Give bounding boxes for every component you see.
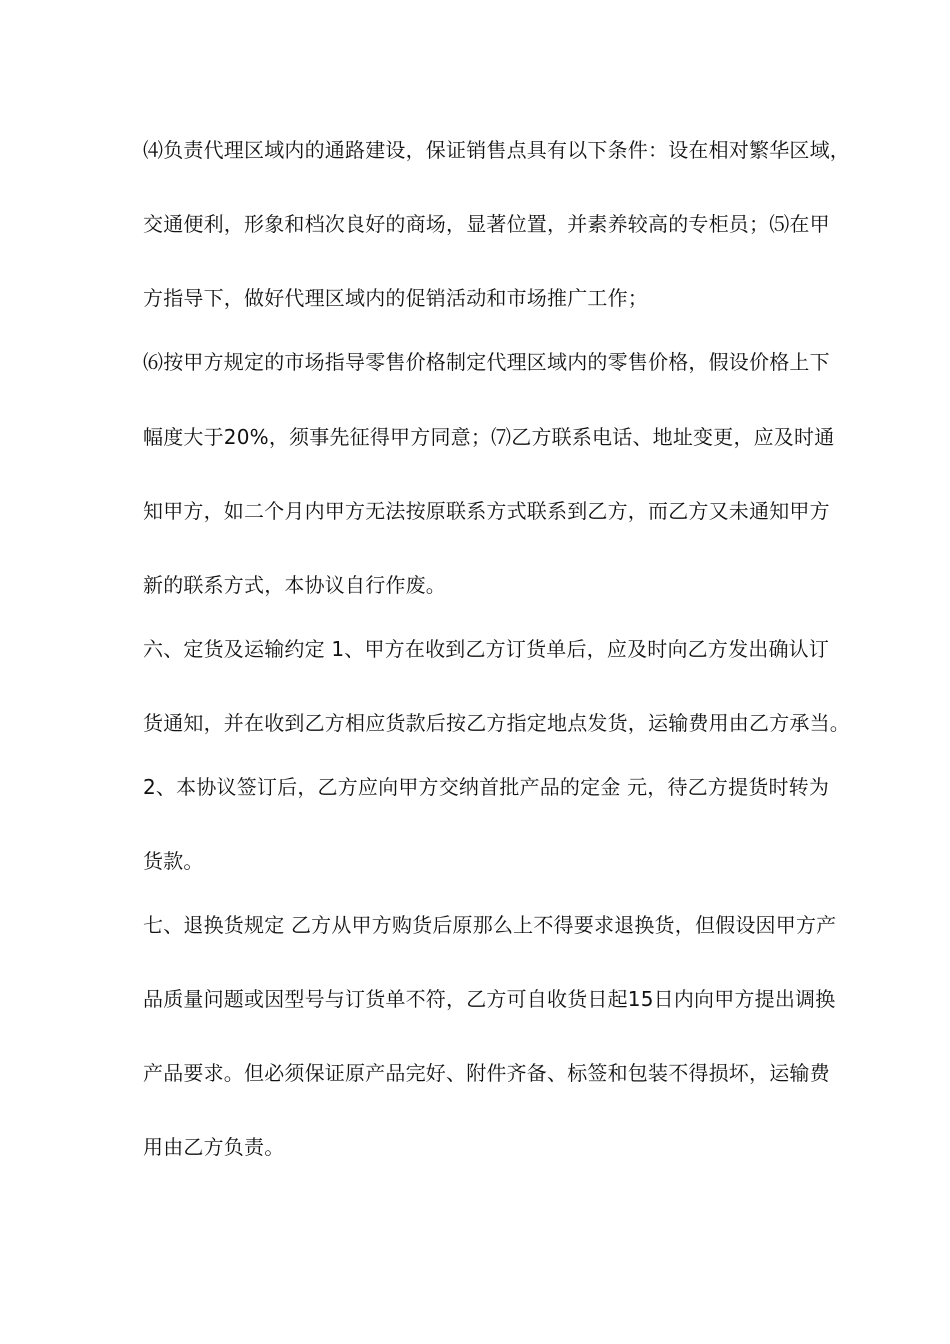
text-line-4: ⑹按甲方规定的市场指导零售价格制定代理区域内的零售价格，假设价格上下	[143, 350, 830, 374]
text-line-7: 新的联系方式，本协议自行作废。	[143, 573, 446, 597]
text-line-13: 品质量问题或因型号与订货单不符，乙方可自收货日起15日内向甲方提出调换	[143, 987, 836, 1011]
text-line-15: 用由乙方负责。	[143, 1135, 285, 1159]
section-7-heading-line: 七、退换货规定 乙方从甲方购货后原那么上不得要求退换货，但假设因甲方产	[143, 913, 837, 937]
text-line-1: ⑷负责代理区域内的通路建设，保证销售点具有以下条件：设在相对繁华区域，	[143, 138, 850, 162]
text-line-5: 幅度大于20%，须事先征得甲方同意；⑺乙方联系电话、地址变更，应及时通	[143, 425, 835, 449]
text-line-11: 货款。	[143, 849, 204, 873]
text-line-9: 货通知，并在收到乙方相应货款后按乙方指定地点发货，运输费用由乙方承当。	[143, 711, 850, 735]
text-line-10: 2、本协议签订后，乙方应向甲方交纳首批产品的定金 元，待乙方提货时转为	[143, 775, 830, 799]
text-line-2: 交通便利，形象和档次良好的商场，显著位置，并素养较高的专柜员；⑸在甲	[143, 212, 830, 236]
text-line-6: 知甲方，如二个月内甲方无法按原联系方式联系到乙方，而乙方又未通知甲方	[143, 499, 830, 523]
section-6-heading-line: 六、定货及运输约定 1、甲方在收到乙方订货单后，应及时向乙方发出确认订	[143, 637, 830, 661]
text-line-14: 产品要求。但必须保证原产品完好、附件齐备、标签和包装不得损坏，运输费	[143, 1061, 830, 1085]
text-line-3: 方指导下，做好代理区域内的促销活动和市场推广工作；	[143, 286, 648, 310]
